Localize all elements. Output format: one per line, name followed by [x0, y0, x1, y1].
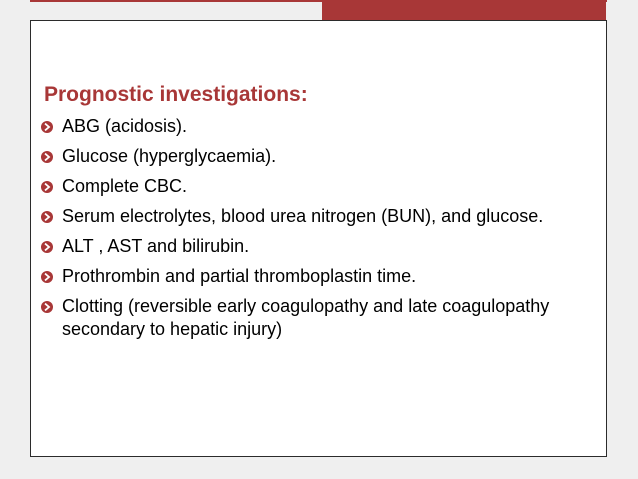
circle-arrow-right-icon [40, 265, 58, 288]
bullet-list [40, 115, 570, 348]
bullet-item [40, 145, 570, 168]
circle-arrow-right-icon [40, 175, 58, 198]
bullet-item [40, 295, 570, 341]
circle-arrow-right-icon [40, 115, 58, 138]
bullet-item [40, 115, 570, 138]
bullet-item [40, 265, 570, 288]
bullet-text: ALT , AST and bilirubin. [62, 236, 250, 256]
bullet-text: Glucose (hyperglycaemia). [62, 146, 277, 166]
circle-arrow-right-icon [40, 295, 58, 318]
bullet-text: Prothrombin and partial thromboplastin time. [62, 266, 417, 286]
bullet-text: Complete CBC. [62, 176, 188, 196]
bullet-text: Clotting (reversible early coagulopathy and late coagulopathy secondary to hepatic injury) [62, 296, 550, 339]
bullet-text: ABG (acidosis). [62, 116, 188, 136]
bullet-item [40, 205, 570, 228]
bullet-text: Serum electrolytes, blood urea nitrogen (BUN), and glucose. [62, 206, 544, 226]
slide-title: Prognostic investigations: [44, 83, 308, 106]
circle-arrow-right-icon [40, 145, 58, 168]
bullet-item [40, 235, 570, 258]
circle-arrow-right-icon [40, 205, 58, 228]
bullet-item [40, 175, 570, 198]
circle-arrow-right-icon [40, 235, 58, 258]
